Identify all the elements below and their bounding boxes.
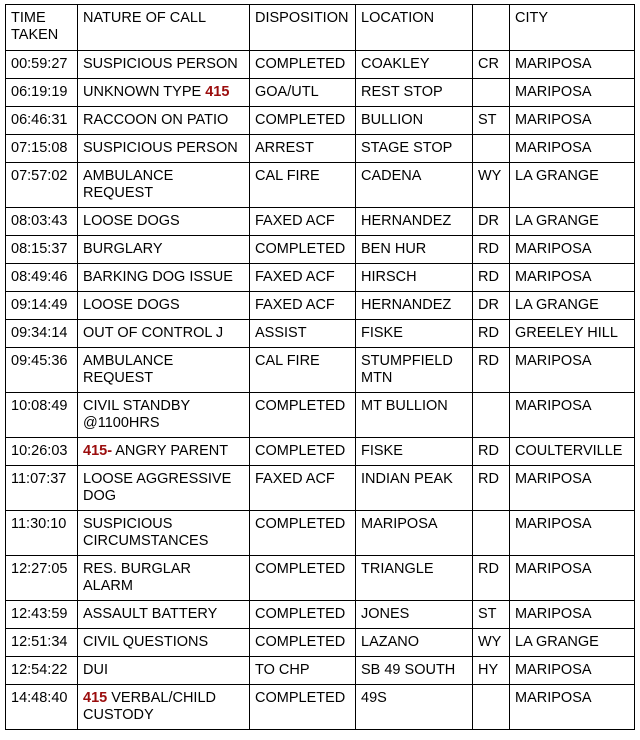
cell-nature [78,51,250,79]
cell-disposition: CAL FIRE [250,348,356,393]
cell-city: LA GRANGE [510,292,635,320]
nature-code-highlight: 415- [83,443,113,459]
cell-location: JONES [356,601,473,629]
cell-time: 10:26:03 [6,438,78,466]
nature-text: SUSPICIOUS PERSON [83,56,238,72]
nature-text: RACCOON ON PATIO [83,112,229,128]
call-log-table [5,4,635,730]
cell-time: 08:15:37 [6,236,78,264]
nature-text: LOOSE DOGS [83,297,180,313]
table-row [6,320,635,348]
cell-suffix: DR [473,292,510,320]
cell-nature [78,556,250,601]
table-row [6,511,635,556]
cell-location: HIRSCH [356,264,473,292]
cell-city: MARIPOSA [510,236,635,264]
cell-suffix: CR [473,51,510,79]
cell-nature [78,601,250,629]
nature-text: OUT OF CONTROL J [83,325,224,341]
cell-nature [78,657,250,685]
cell-city: MARIPOSA [510,657,635,685]
cell-nature [78,511,250,556]
cell-time: 12:43:59 [6,601,78,629]
table-row [6,107,635,135]
cell-time: 12:27:05 [6,556,78,601]
cell-time: 06:19:19 [6,79,78,107]
cell-nature [78,348,250,393]
cell-time: 00:59:27 [6,51,78,79]
cell-suffix: WY [473,629,510,657]
cell-disposition: COMPLETED [250,685,356,730]
nature-text: UNKNOWN TYPE [83,84,206,100]
cell-city: MARIPOSA [510,51,635,79]
header-disposition: DISPOSITION [250,5,356,51]
cell-suffix: DR [473,208,510,236]
cell-city: MARIPOSA [510,264,635,292]
table-row [6,438,635,466]
cell-location: BEN HUR [356,236,473,264]
cell-suffix: HY [473,657,510,685]
cell-location: FISKE [356,438,473,466]
cell-disposition: COMPLETED [250,236,356,264]
cell-time: 07:57:02 [6,163,78,208]
cell-suffix: WY [473,163,510,208]
table-row [6,657,635,685]
cell-time: 11:07:37 [6,466,78,511]
cell-time: 11:30:10 [6,511,78,556]
cell-nature [78,629,250,657]
cell-suffix: RD [473,466,510,511]
cell-disposition: COMPLETED [250,51,356,79]
header-time: TIME TAKEN [6,5,78,51]
cell-city: LA GRANGE [510,629,635,657]
table-row [6,264,635,292]
cell-city: MARIPOSA [510,601,635,629]
cell-city: MARIPOSA [510,511,635,556]
cell-location: STUMPFIELD MTN [356,348,473,393]
cell-time: 09:45:36 [6,348,78,393]
cell-disposition: COMPLETED [250,107,356,135]
cell-city: MARIPOSA [510,107,635,135]
cell-disposition: FAXED ACF [250,208,356,236]
cell-suffix [473,393,510,438]
cell-suffix: RD [473,348,510,393]
cell-location: INDIAN PEAK [356,466,473,511]
cell-location: LAZANO [356,629,473,657]
cell-location: COAKLEY [356,51,473,79]
cell-disposition: COMPLETED [250,438,356,466]
cell-time: 12:54:22 [6,657,78,685]
cell-city: MARIPOSA [510,135,635,163]
table-row [6,163,635,208]
cell-time: 10:08:49 [6,393,78,438]
cell-disposition: FAXED ACF [250,466,356,511]
cell-nature [78,107,250,135]
cell-nature [78,163,250,208]
cell-nature [78,79,250,107]
cell-location: 49S [356,685,473,730]
cell-suffix: RD [473,236,510,264]
nature-text: SUSPICIOUS CIRCUMSTANCES [83,516,209,549]
table-row [6,348,635,393]
cell-nature [78,236,250,264]
table-row [6,135,635,163]
cell-nature [78,393,250,438]
header-row [6,5,635,51]
header-nature: NATURE OF CALL [78,5,250,51]
cell-disposition: CAL FIRE [250,163,356,208]
nature-code-highlight: 415 [83,690,108,706]
cell-time: 12:51:34 [6,629,78,657]
cell-suffix: RD [473,320,510,348]
cell-location: HERNANDEZ [356,208,473,236]
table-row [6,556,635,601]
cell-location: STAGE STOP [356,135,473,163]
cell-nature [78,264,250,292]
nature-text: BURGLARY [83,241,163,257]
cell-location: REST STOP [356,79,473,107]
cell-nature [78,208,250,236]
cell-location: MT BULLION [356,393,473,438]
cell-disposition: COMPLETED [250,511,356,556]
nature-text: ANGRY PARENT [112,443,229,459]
cell-suffix: ST [473,107,510,135]
table-row [6,79,635,107]
cell-location: BULLION [356,107,473,135]
cell-disposition: COMPLETED [250,601,356,629]
nature-text: LOOSE DOGS [83,213,180,229]
cell-nature [78,292,250,320]
header-suffix [473,5,510,51]
cell-location: FISKE [356,320,473,348]
cell-city: COULTERVILLE [510,438,635,466]
cell-location: TRIANGLE [356,556,473,601]
table-row [6,601,635,629]
cell-city: MARIPOSA [510,685,635,730]
nature-text: BARKING DOG ISSUE [83,269,233,285]
table-row [6,685,635,730]
cell-city: LA GRANGE [510,163,635,208]
nature-text: LOOSE AGGRESSIVE DOG [83,471,232,504]
cell-time: 14:48:40 [6,685,78,730]
header-location: LOCATION [356,5,473,51]
cell-location: MARIPOSA [356,511,473,556]
cell-city: MARIPOSA [510,79,635,107]
cell-suffix [473,135,510,163]
table-row [6,51,635,79]
cell-suffix: ST [473,601,510,629]
table-row [6,208,635,236]
cell-disposition: TO CHP [250,657,356,685]
cell-time: 09:14:49 [6,292,78,320]
cell-time: 08:49:46 [6,264,78,292]
table-row [6,393,635,438]
cell-suffix [473,79,510,107]
nature-code-highlight: 415 [205,84,230,100]
cell-disposition: ASSIST [250,320,356,348]
cell-location: HERNANDEZ [356,292,473,320]
cell-city: MARIPOSA [510,393,635,438]
table-row [6,292,635,320]
cell-time: 07:15:08 [6,135,78,163]
cell-suffix: RD [473,438,510,466]
cell-disposition: FAXED ACF [250,292,356,320]
table-row [6,629,635,657]
cell-city: MARIPOSA [510,466,635,511]
cell-nature [78,438,250,466]
cell-nature [78,135,250,163]
table-row [6,236,635,264]
nature-text: RES. BURGLAR ALARM [83,561,191,594]
cell-nature [78,685,250,730]
cell-suffix [473,511,510,556]
nature-text: VERBAL/CHILD CUSTODY [83,690,216,723]
cell-disposition: GOA/UTL [250,79,356,107]
table-row [6,466,635,511]
cell-suffix: RD [473,556,510,601]
cell-time: 06:46:31 [6,107,78,135]
nature-text: CIVIL QUESTIONS [83,634,209,650]
cell-time: 08:03:43 [6,208,78,236]
cell-time: 09:34:14 [6,320,78,348]
nature-text: SUSPICIOUS PERSON [83,140,238,156]
cell-disposition: ARREST [250,135,356,163]
cell-nature [78,466,250,511]
cell-disposition: FAXED ACF [250,264,356,292]
cell-location: SB 49 SOUTH [356,657,473,685]
nature-text: AMBULANCE REQUEST [83,353,174,386]
cell-disposition: COMPLETED [250,629,356,657]
cell-disposition: COMPLETED [250,556,356,601]
nature-text: AMBULANCE REQUEST [83,168,174,201]
nature-text: ASSAULT BATTERY [83,606,218,622]
cell-city: GREELEY HILL [510,320,635,348]
header-city: CITY [510,5,635,51]
cell-disposition: COMPLETED [250,393,356,438]
cell-suffix: RD [473,264,510,292]
cell-nature [78,320,250,348]
nature-text: CIVIL STANDBY @1100HRS [83,398,191,431]
cell-suffix [473,685,510,730]
cell-location: CADENA [356,163,473,208]
cell-city: MARIPOSA [510,556,635,601]
nature-text: DUI [83,662,108,678]
cell-city: LA GRANGE [510,208,635,236]
cell-city: MARIPOSA [510,348,635,393]
